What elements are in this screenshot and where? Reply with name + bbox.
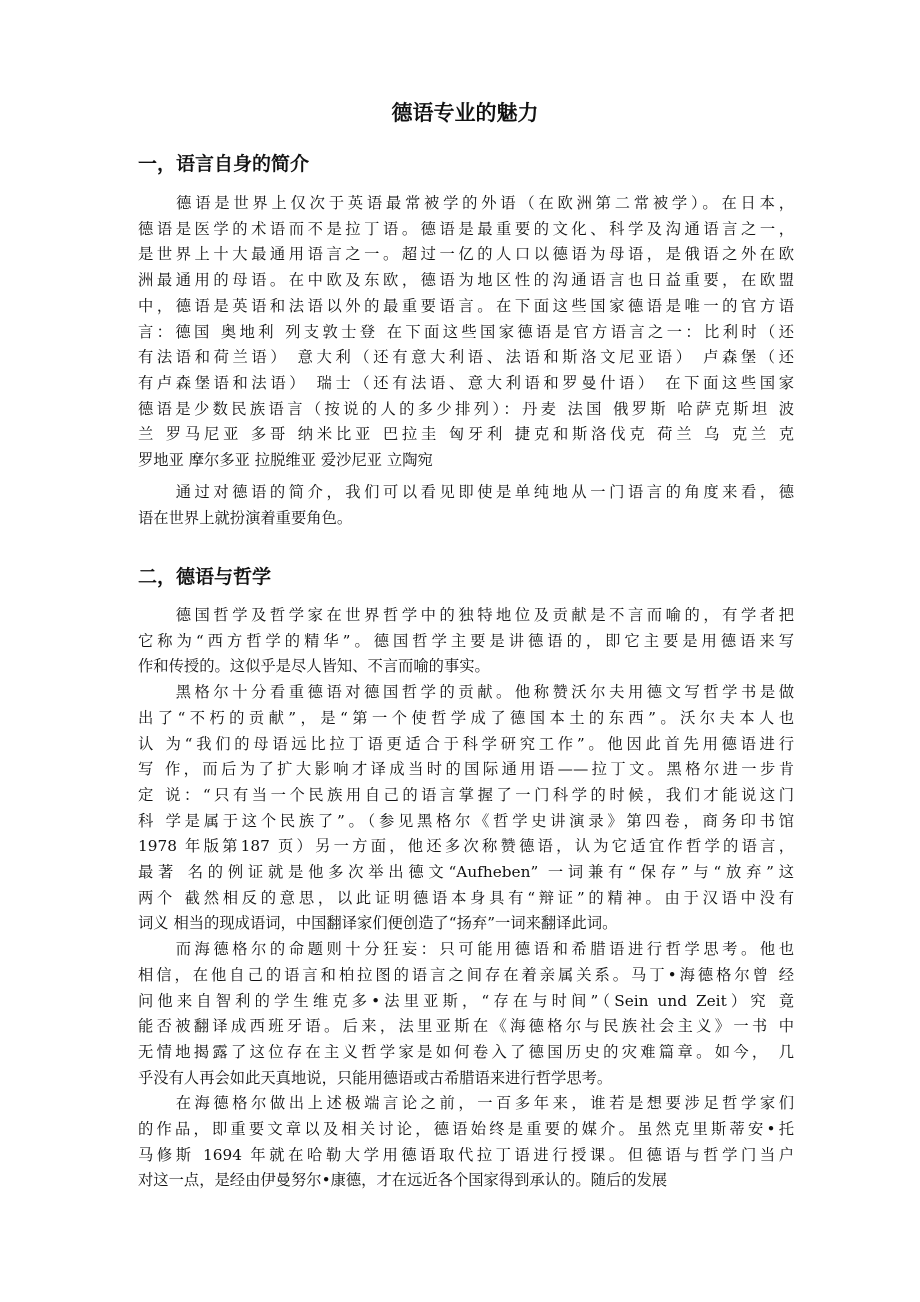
section-1-paragraph-2 [138, 480, 794, 531]
text-line: 作和传授的。这似乎是尽人皆知、不言而喻的事实。 [138, 657, 490, 676]
text-line: 乎没有人再会如此天真地说，只能用德语或古希腊语来进行哲学思考。 [138, 1068, 613, 1087]
document-title: 德语专业的魅力 [391, 101, 539, 125]
text-line: 言：德国 奥地利 列支敦士登 在下面这些国家德语是官方语言之一：比利时（还 [138, 322, 794, 341]
text-line: 中，德语是英语和法语以外的最重要语言。在下面这些国家德语是唯一的官方语 [138, 296, 794, 315]
text-line: 黑格尔十分看重德语对德国哲学的贡献。他称赞沃尔夫用德文写哲学书是做 [138, 683, 794, 702]
section-2-paragraph-1 [138, 603, 794, 1194]
text-line: 在海德格尔做出上述极端言论之前，一百多年来，谁若是想要涉足哲学家们 [138, 1094, 794, 1113]
text-line: 词义 相当的现成语词，中国翻译家们便创造了“扬弃”一词来翻译此词。 [138, 914, 618, 933]
text-line: 罗地亚 摩尔多亚 拉脱维亚 爱沙尼亚 立陶宛 [138, 451, 433, 470]
text-line: 相信，在他自己的语言和柏拉图的语言之间存在着亲属关系。马丁•海德格尔曾 经 [138, 965, 794, 984]
text-line: 德语是世界上仅次于英语最常被学的外语（在欧洲第二常被学）。在日本， [138, 194, 794, 212]
text-line: 能否被翻译成西班牙语。后来，法里亚斯在《海德格尔与民族社会主义》一书 中 [138, 1017, 794, 1036]
text-line: 的作品，即重要文章以及相关讨论，德语始终是重要的媒介。虽然克里斯蒂安•托 [138, 1120, 794, 1139]
text-line: 最著 名的例证就是他多次举出德文“Aufheben” 一词兼有“保存”与“放弃”这 [138, 863, 794, 882]
text-line: 问他来自智利的学生维克多•法里亚斯，“存在与时间”（Sein und Zeit）究 竟 [138, 991, 794, 1010]
text-line: 无情地揭露了这位存在主义哲学家是如何卷入了德国历史的灾难篇章。如今， 几 [138, 1042, 794, 1061]
section-1-heading: 一，语言自身的简介 [138, 153, 310, 175]
text-line: 洲最通用的母语。在中欧及东欧，德语为地区性的沟通语言也日益重要，在欧盟 [138, 271, 794, 290]
text-line: 有卢森堡语和法语） 瑞士（还有法语、意大利语和罗曼什语） 在下面这些国家 [138, 373, 794, 392]
text-line: 定 说：“只有当一个民族用自己的语言掌握了一门科学的时候，我们才能说这门 [138, 785, 794, 804]
text-line: 兰 罗马尼亚 多哥 纳米比亚 巴拉圭 匈牙利 捷克和斯洛伐克 荷兰 乌 克兰 克 [138, 425, 794, 444]
text-line: 有法语和荷兰语） 意大利（还有意大利语、法语和斯洛文尼亚语） 卢森堡（还 [138, 348, 794, 367]
text-line: 德语是医学的术语而不是拉丁语。德语是最重要的文化、科学及沟通语言之一， [138, 219, 794, 238]
text-line: 通过对德语的简介，我们可以看见即使是单纯地从一门语言的角度来看，德 [138, 483, 794, 501]
text-line: 德语是少数民族语言（按说的人的多少排列）：丹麦 法国 俄罗斯 哈萨克斯坦 波 [138, 399, 794, 418]
text-line: 它称为“西方哲学的精华”。德国哲学主要是讲德语的，即它主要是用德语来写 [138, 631, 794, 650]
text-line: 写 作，而后为了扩大影响才译成当时的国际通用语——拉丁文。黑格尔进一步肯 [138, 760, 794, 779]
section-2-heading: 二，德语与哲学 [138, 566, 272, 588]
section-1-paragraph-1 [138, 191, 794, 474]
text-line: 对这一点，是经由伊曼努尔•康德，才在远近各个国家得到承认的。随后的发展 [138, 1171, 668, 1190]
text-line: 科 学是属于这个民族了”。（参见黑格尔《哲学史讲演录》第四卷，商务印书馆 [138, 811, 794, 830]
text-line: 出了“不朽的贡献”，是“第一个使哲学成了德国本土的东西”。沃尔夫本人也 [138, 708, 794, 727]
text-line: 是世界上十大最通用语言之一。超过一亿的人口以德语为母语，是俄语之外在欧 [138, 245, 794, 264]
text-line: 而海德格尔的命题则十分狂妄：只可能用德语和希腊语进行哲学思考。他也 [138, 940, 794, 959]
text-line: 两个 截然相反的意思，以此证明德语本身具有“辩证”的精神。由于汉语中没有 [138, 888, 794, 907]
text-line: 德国哲学及哲学家在世界哲学中的独特地位及贡献是不言而喻的，有学者把 [138, 606, 794, 624]
text-line: 1978 年版第187 页）另一方面，他还多次称赞德语，认为它适宜作哲学的语言， [138, 837, 794, 856]
text-line: 认 为“我们的母语远比拉丁语更适合于科学研究工作”。他因此首先用德语进行 [138, 734, 794, 753]
text-line: 语在世界上就扮演着重要角色。 [138, 508, 353, 527]
text-line: 马修斯 1694 年就在哈勒大学用德语取代拉丁语进行授课。但德语与哲学门当户 [138, 1145, 794, 1164]
